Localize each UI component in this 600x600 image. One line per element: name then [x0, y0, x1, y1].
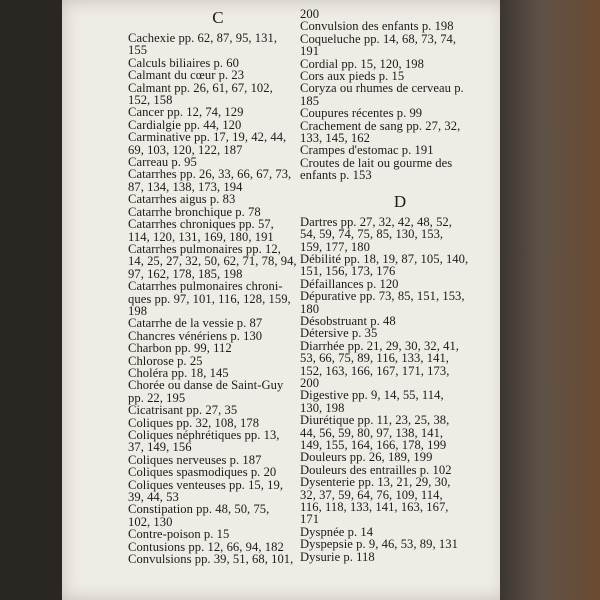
index-entry-line: Charbon pp. 99, 112 [128, 341, 232, 356]
index-entry-line: Dépurative pp. 73, 85, 151, 153, [300, 289, 465, 304]
index-entry [128, 82, 308, 107]
entry-list-d [300, 216, 500, 563]
index-entry-line: Crachement de sang pp. 27, 32, [300, 118, 461, 133]
index-entry-line: Digestive pp. 9, 14, 55, 114, [300, 388, 444, 403]
index-entry-line: 152, 158 [128, 93, 173, 108]
index-entry [300, 82, 500, 107]
section-letter-c: C [212, 8, 224, 27]
index-entry-line: Catarrhe de la vessie p. 87 [128, 316, 263, 331]
index-entry-line: Coqueluche pp. 14, 68, 73, 74, [300, 31, 457, 46]
index-entry-line: Détersive p. 35 [300, 326, 378, 341]
index-entry-line: Douleurs pp. 26, 189, 199 [300, 450, 433, 465]
index-entry-line: 151, 156, 173, 176 [300, 264, 396, 279]
index-entry [300, 538, 500, 550]
index-entry [300, 157, 500, 182]
index-entry-line: 198 [128, 303, 148, 318]
index-entry [300, 107, 500, 119]
index-entry [128, 69, 308, 81]
index-entry [128, 193, 308, 205]
index-entry [128, 528, 308, 540]
index-entry [128, 131, 308, 156]
index-entry-line: Débilité pp. 18, 19, 87, 105, 140, [300, 251, 469, 266]
index-entry-line: Cardialgie pp. 44, 120 [128, 117, 242, 132]
index-entry-line: Calculs biliaires p. 60 [128, 55, 239, 70]
index-entry-line: Constipation pp. 48, 50, 75, [128, 502, 270, 517]
index-entry-line: Diurétique pp. 11, 23, 25, 38, [300, 413, 450, 428]
entry-list-c [128, 32, 308, 565]
index-entry-line: 32, 37, 59, 64, 76, 109, 114, [300, 487, 443, 502]
index-entry-line: Calmant du cœur p. 23 [128, 68, 245, 83]
index-entry-line: 102, 130 [128, 514, 173, 529]
index-entry [300, 253, 500, 278]
index-entry-line: 191 [300, 44, 320, 59]
index-entry-line: Dyspnée p. 14 [300, 524, 374, 539]
index-entry [128, 218, 308, 243]
index-entry-line: 185 [300, 93, 320, 108]
index-entry [300, 120, 500, 145]
index-entry [300, 33, 500, 58]
index-entry-line: Coliques néphrétiques pp. 13, [128, 428, 280, 442]
index-entry-line: 69, 103, 120, 122, 187 [128, 142, 243, 157]
index-entry-line: 130, 198 [300, 400, 345, 415]
index-entry-line: 37, 149, 156 [128, 440, 192, 455]
index-entry [128, 32, 308, 57]
index-entry-line: Cachexie pp. 62, 87, 95, 131, [128, 31, 278, 45]
index-entry-line: Cordial pp. 15, 120, 198 [300, 56, 424, 71]
index-entry-line: 200 [300, 375, 320, 390]
index-entry-line: ques pp. 97, 101, 116, 128, 159, [128, 291, 291, 306]
index-column-left [128, 8, 308, 565]
index-entry-line: Dysurie p. 118 [300, 549, 375, 564]
index-entry-line: Catarrhes pulmonaires chroni- [128, 279, 283, 294]
index-entry [128, 379, 308, 404]
index-entry-line: Coliques venteuses pp. 15, 19, [128, 477, 284, 492]
index-entry-line: 14, 25, 27, 32, 50, 62, 71, 78, 94, [128, 254, 297, 269]
section-letter-d: D [393, 191, 407, 211]
index-entry-line: Contre-poison p. 15 [128, 527, 230, 542]
index-entry-line: Contusions pp. 12, 66, 94, 182 [128, 539, 284, 554]
index-entry-line: Chancres vénériens p. 130 [128, 328, 263, 343]
index-entry-line: Coliques spasmodiques p. 20 [128, 465, 277, 480]
index-entry [128, 466, 308, 478]
index-entry-line: 54, 59, 74, 75, 85, 130, 153, [300, 227, 444, 242]
index-entry-line: Carminative pp. 17, 19, 42, 44, [128, 130, 287, 145]
index-entry-line: Catarrhes pulmonaires pp. 12, [128, 241, 281, 256]
index-entry [128, 342, 308, 354]
index-entry-line: 149, 155, 164, 166, 178, 199 [300, 438, 447, 452]
index-entry-line: 133, 145, 162 [300, 131, 370, 146]
index-entry [300, 290, 500, 315]
index-entry [128, 503, 308, 528]
entry-list-c-continued [300, 20, 500, 181]
index-entry-line: Cancer pp. 12, 74, 129 [128, 105, 244, 120]
index-entry-line: Coryza ou rhumes de cerveau p. [300, 81, 464, 96]
index-entry-line: 152, 163, 166, 167, 171, 173, [300, 363, 450, 378]
index-entry [300, 216, 500, 253]
index-entry-line: Calmant pp. 26, 61, 67, 102, [128, 80, 273, 95]
index-entry-line: pp. 22, 195 [128, 390, 186, 405]
index-entry-line: Catarrhes chroniques pp. 57, [128, 217, 274, 232]
index-entry [300, 476, 500, 526]
index-entry-line: Diarrhée pp. 21, 29, 30, 32, 41, [300, 338, 459, 353]
index-entry [128, 553, 308, 565]
index-entry-line: Choléra pp. 18, 145 [128, 365, 229, 380]
index-entry [128, 168, 308, 193]
index-entry-line: Cors aux pieds p. 15 [300, 69, 405, 84]
index-entry-line: Catarrhes aigus p. 83 [128, 192, 236, 207]
index-entry [128, 280, 308, 317]
index-entry-line: 159, 177, 180 [300, 239, 370, 254]
index-entry-line: 180 [300, 301, 320, 316]
index-entry-line: enfants p. 153 [300, 168, 372, 183]
index-entry-line: Défaillances p. 120 [300, 276, 399, 291]
index-entry-line: 116, 118, 133, 141, 163, 167, [300, 500, 449, 515]
index-entry [300, 389, 500, 414]
index-entry-line: 155 [128, 43, 148, 58]
index-entry-line: Convulsions pp. 39, 51, 68, 101, [128, 552, 294, 567]
index-entry [300, 20, 500, 32]
index-entry [128, 317, 308, 329]
index-entry-line: 97, 162, 178, 185, 198 [128, 266, 243, 281]
index-entry-line: Chlorose p. 25 [128, 353, 203, 368]
index-entry-line: Carreau p. 95 [128, 155, 197, 170]
index-entry-line: Cicatrisant pp. 27, 35 [128, 403, 238, 418]
index-entry-line: Désobstruant p. 48 [300, 313, 396, 328]
index-column-right [300, 8, 500, 563]
index-entry [300, 451, 500, 463]
index-entry-line: 171 [300, 512, 320, 527]
index-entry [128, 404, 308, 416]
index-entry-line: 87, 134, 138, 173, 194 [128, 179, 243, 194]
index-entry-line: Coliques pp. 32, 108, 178 [128, 415, 260, 430]
index-entry [300, 551, 500, 563]
index-entry-line: Dysenterie pp. 13, 21, 29, 30, [300, 475, 451, 490]
index-entry [128, 243, 308, 280]
index-entry [300, 144, 500, 156]
index-entry-line: 44, 56, 59, 80, 97, 138, 141, [300, 425, 444, 440]
book-page [62, 0, 506, 600]
index-entry-line: Chorée ou danse de Saint-Guy [128, 378, 284, 393]
index-entry [300, 414, 500, 451]
index-entry [128, 106, 308, 118]
index-entry-line: Douleurs des entrailles p. 102 [300, 462, 452, 477]
index-entry [300, 327, 500, 339]
index-entry-line: Dartres pp. 27, 32, 42, 48, 52, [300, 214, 452, 229]
index-entry-line: Crampes d'estomac p. 191 [300, 143, 434, 158]
index-entry-line: Catarrhes pp. 26, 33, 66, 67, 73, [128, 167, 292, 182]
index-entry-line: Dyspepsie p. 9, 46, 53, 89, 131 [300, 537, 458, 552]
index-entry-line: 39, 44, 53 [128, 490, 179, 505]
index-entry [128, 429, 308, 454]
index-entry-line: Catarrhe bronchique p. 78 [128, 204, 261, 219]
index-entry-line: Coliques nerveuses p. 187 [128, 452, 262, 467]
index-entry [300, 340, 500, 390]
index-entry-line: 114, 120, 131, 169, 180, 191 [128, 229, 274, 244]
index-entry-line: Croutes de lait ou gourme des [300, 155, 453, 170]
index-entry [128, 479, 308, 504]
continuation-line: 200 [300, 7, 320, 21]
index-entry-line: 53, 66, 75, 89, 116, 133, 141, [300, 351, 450, 366]
index-entry-line: Convulsion des enfants p. 198 [300, 19, 454, 34]
index-entry-line: Coupures récentes p. 99 [300, 106, 423, 121]
background-edge [500, 0, 600, 600]
